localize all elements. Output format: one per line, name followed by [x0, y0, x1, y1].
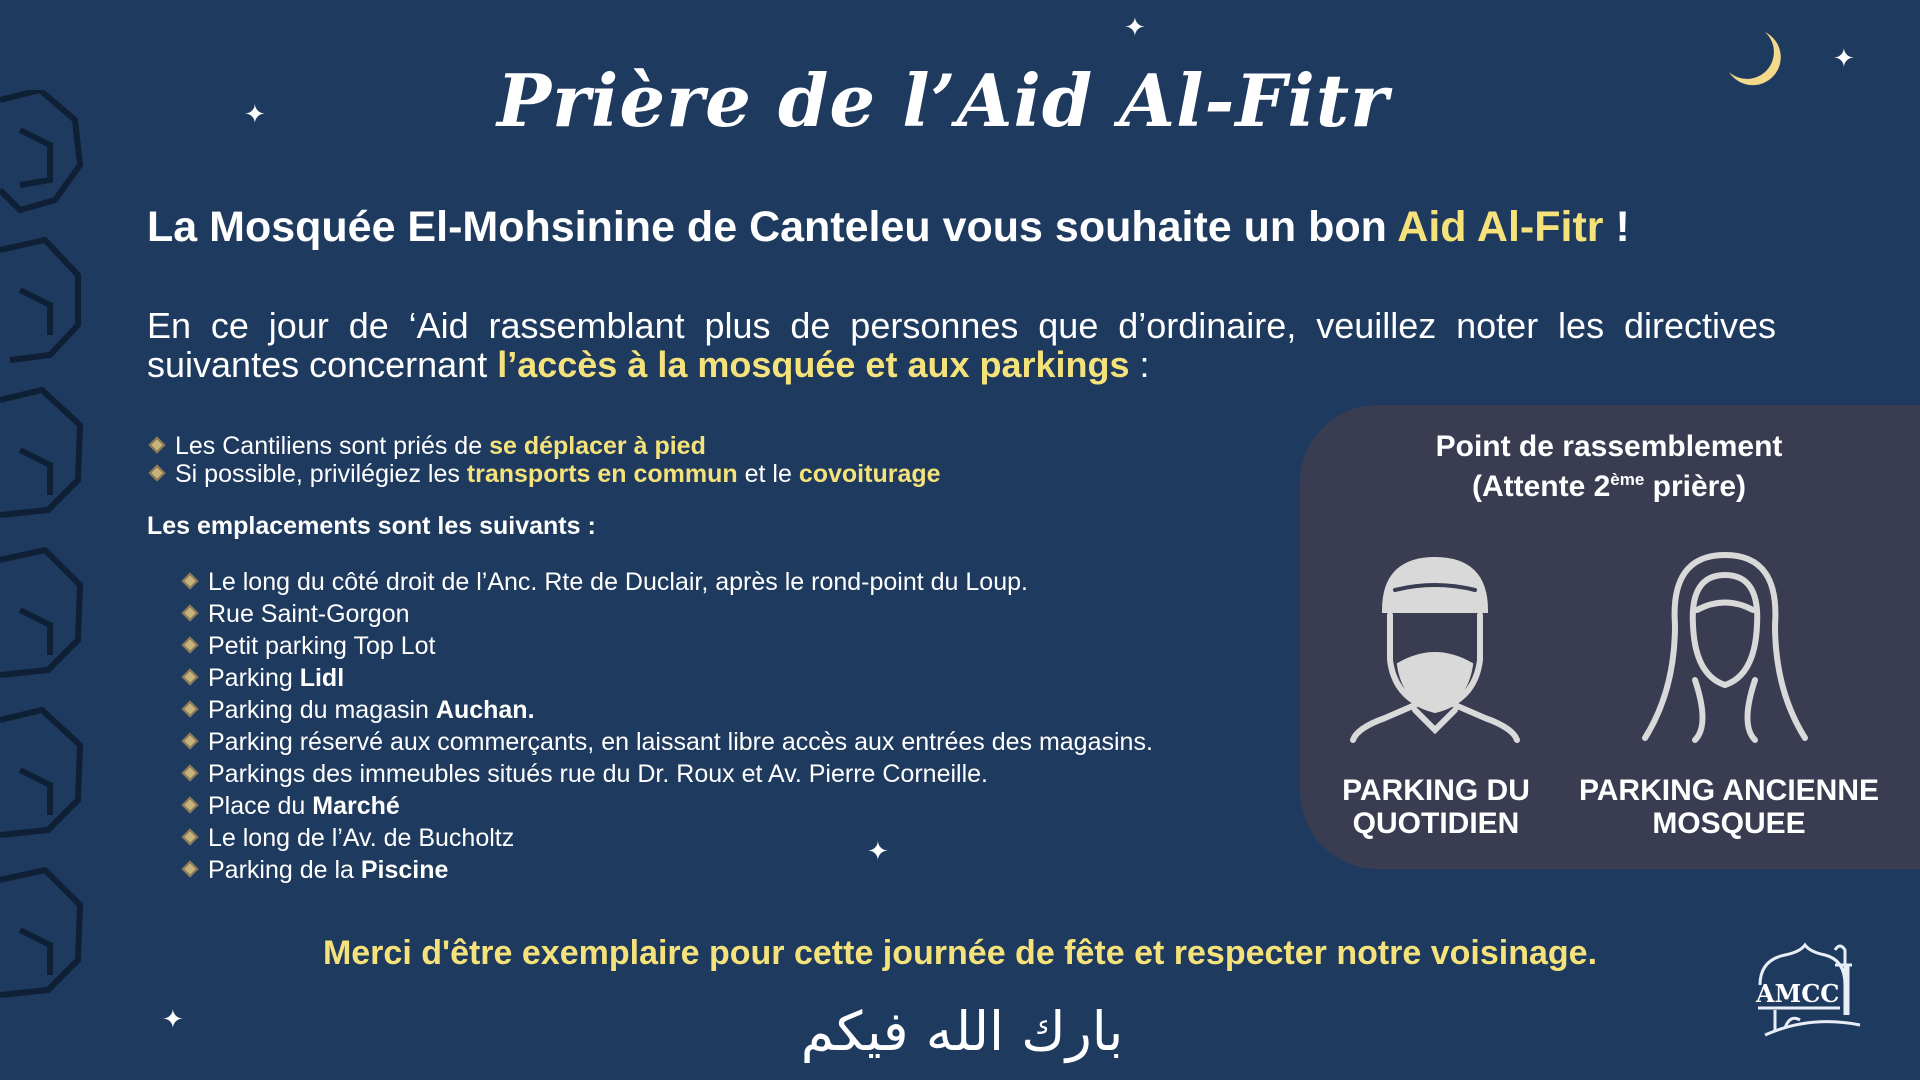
- diamond-bullet-icon: [149, 437, 166, 454]
- recommendation-item: Si possible, privilégiez les transports en commun et le covoiturage: [147, 460, 941, 489]
- diamond-bullet-icon: [182, 829, 199, 846]
- location-item: Rue Saint-Gorgon: [212, 598, 1153, 630]
- locations-list: [208, 566, 1153, 886]
- diamond-bullet-icon: [182, 733, 199, 750]
- location-item: Le long de l’Av. de Bucholtz: [212, 822, 1153, 854]
- diamond-bullet-icon: [182, 701, 199, 718]
- page-title: Prière de l’Aid Al-Fitr: [496, 58, 1390, 143]
- diamond-bullet-icon: [182, 573, 199, 590]
- women-parking-label: PARKING ANCIENNE MOSQUEE: [1578, 774, 1879, 840]
- diamond-bullet-icon: [182, 765, 199, 782]
- location-item: Place du Marché: [212, 790, 1153, 822]
- arabic-blessing: بارك الله فيكم: [800, 1000, 1124, 1063]
- location-item: Parkings des immeubles situés rue du Dr. Roux et Av. Pierre Corneille.: [212, 758, 1153, 790]
- locations-title: Les emplacements sont les suivants :: [147, 512, 596, 540]
- gathering-title: Point de rassemblement (Attente 2ème prière): [1435, 430, 1783, 503]
- men-parking-label: PARKING DU QUOTIDIEN: [1342, 774, 1530, 840]
- location-item: Parking Lidl: [212, 662, 1153, 694]
- islamic-pattern-border: [0, 90, 85, 1010]
- diamond-bullet-icon: [182, 861, 199, 878]
- closing-message: Merci d'être exemplaire pour cette journée de fête et respecter notre voisinage.: [322, 934, 1598, 972]
- location-item: Parking du magasin Auchan.: [212, 694, 1153, 726]
- star-icon: ✦: [162, 1004, 184, 1034]
- intro-paragraph: En ce jour de ‘Aid rassemblant plus de personnes que d’ordinaire, veuillez noter les directives suivantes concernant l’accès à la mosquée et aux parkings :: [147, 305, 1776, 385]
- headline: La Mosquée El-Mohsinine de Canteleu vous souhaite un bon Aid Al-Fitr !: [147, 203, 1630, 251]
- recommendation-item: Les Cantiliens sont priés de se déplacer à pied: [147, 432, 706, 461]
- amcc-logo: [1750, 940, 1870, 1045]
- diamond-bullet-icon: [149, 465, 166, 482]
- location-item: Petit parking Top Lot: [212, 630, 1153, 662]
- star-icon: ✦: [867, 836, 889, 866]
- location-item: Parking réservé aux commerçants, en laissant libre accès aux entrées des magasins.: [212, 726, 1153, 758]
- woman-icon: [1635, 550, 1815, 745]
- diamond-bullet-icon: [182, 669, 199, 686]
- diamond-bullet-icon: [182, 637, 199, 654]
- diamond-bullet-icon: [182, 605, 199, 622]
- diamond-bullet-icon: [182, 797, 199, 814]
- star-icon: ✦: [1833, 43, 1855, 73]
- star-icon: ✦: [244, 99, 266, 129]
- location-item: Le long du côté droit de l’Anc. Rte de Duclair, après le rond-point du Loup.: [212, 566, 1153, 598]
- man-icon: [1345, 550, 1525, 745]
- location-item: Parking de la Piscine: [212, 854, 1153, 886]
- logo-text: AMCC: [1756, 979, 1840, 1008]
- star-icon: ✦: [1124, 12, 1146, 42]
